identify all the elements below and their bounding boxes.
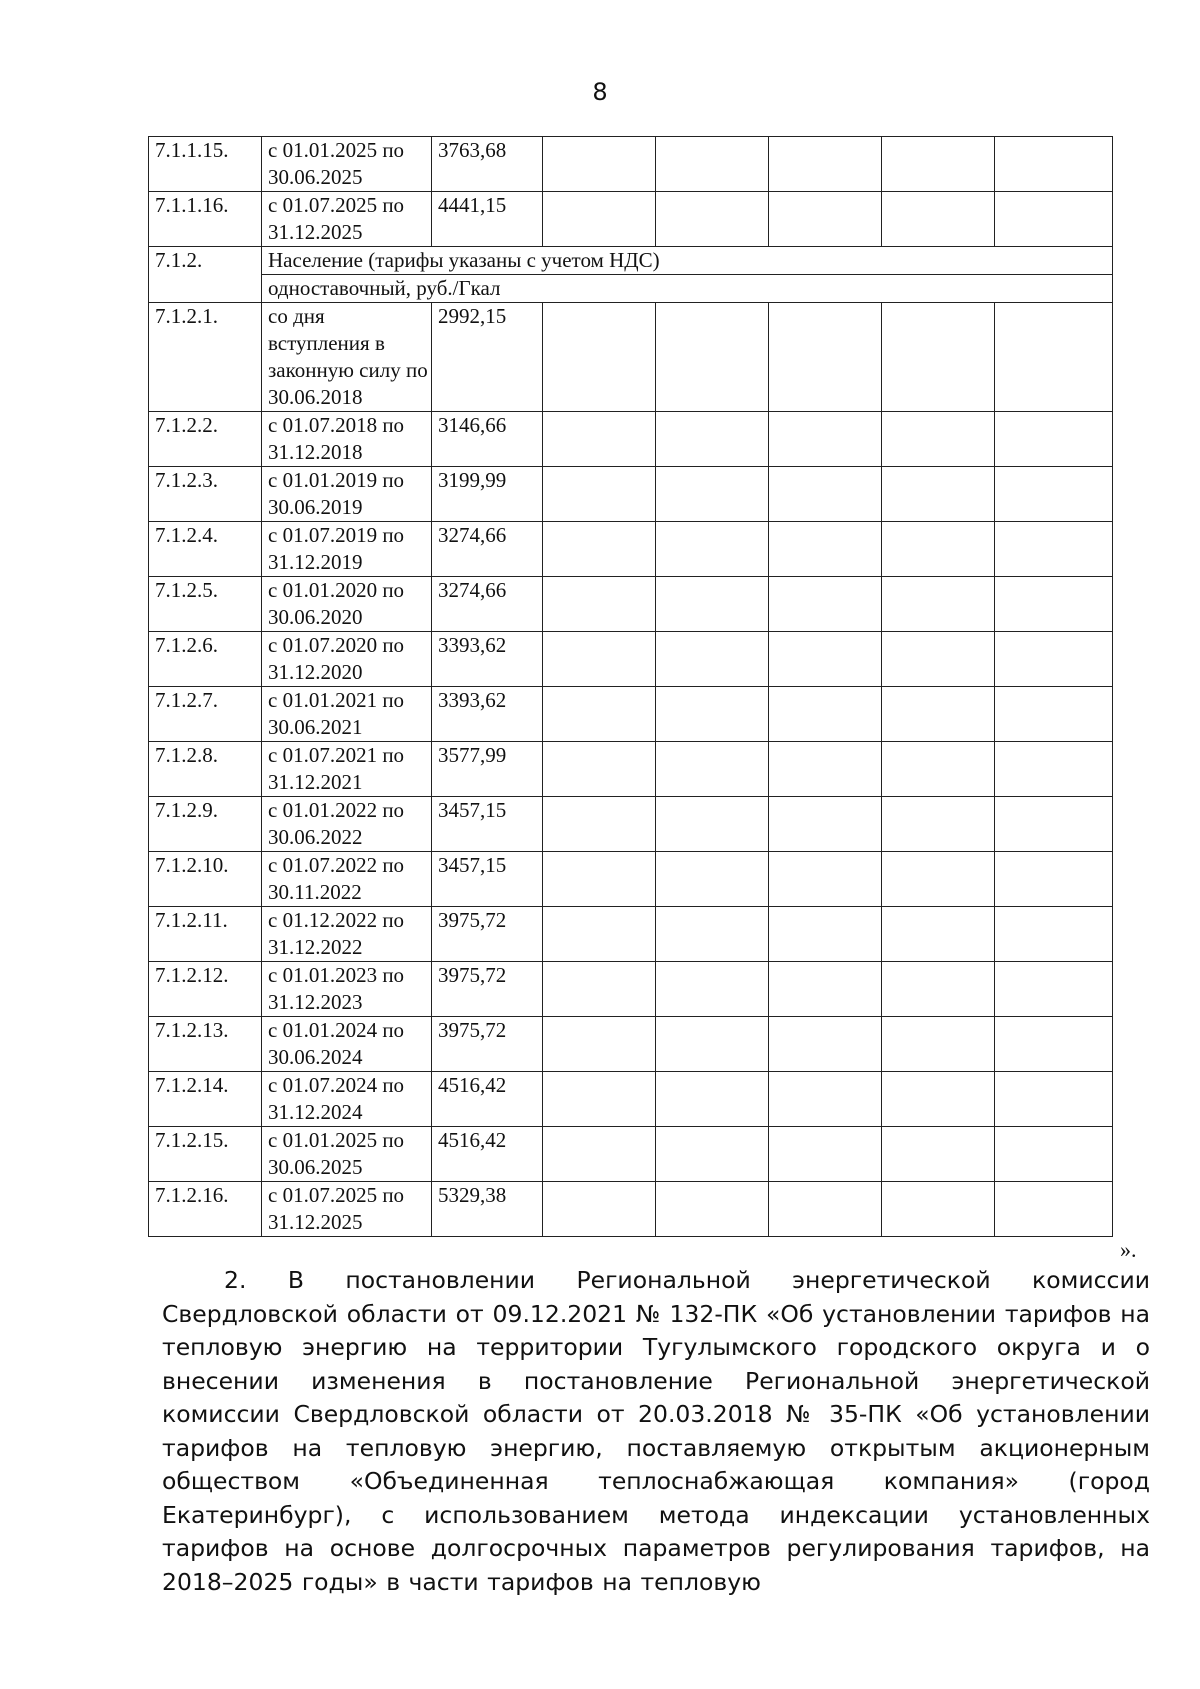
empty-cell xyxy=(769,742,882,797)
empty-cell xyxy=(995,797,1113,852)
row-number: 7.1.1.16. xyxy=(149,192,262,247)
row-number: 7.1.2.7. xyxy=(149,687,262,742)
empty-cell xyxy=(995,687,1113,742)
empty-cell xyxy=(882,632,995,687)
empty-cell xyxy=(995,1017,1113,1072)
table-row xyxy=(149,1072,1113,1127)
empty-cell xyxy=(543,577,656,632)
empty-cell xyxy=(882,1072,995,1127)
empty-cell xyxy=(656,797,769,852)
empty-cell xyxy=(656,192,769,247)
empty-cell xyxy=(656,687,769,742)
empty-cell xyxy=(543,303,656,412)
empty-cell xyxy=(656,412,769,467)
row-number: 7.1.2.12. xyxy=(149,962,262,1017)
row-period: с 01.01.2023 по 31.12.2023 xyxy=(262,962,432,1017)
table-row xyxy=(149,962,1113,1017)
empty-cell xyxy=(995,192,1113,247)
empty-cell xyxy=(882,687,995,742)
empty-cell xyxy=(882,303,995,412)
empty-cell xyxy=(543,137,656,192)
empty-cell xyxy=(882,962,995,1017)
empty-cell xyxy=(995,522,1113,577)
row-number: 7.1.2.11. xyxy=(149,907,262,962)
empty-cell xyxy=(656,1072,769,1127)
empty-cell xyxy=(769,632,882,687)
table-row xyxy=(149,632,1113,687)
row-period: с 01.07.2024 по 31.12.2024 xyxy=(262,1072,432,1127)
row-period: с 01.01.2020 по 30.06.2020 xyxy=(262,577,432,632)
table-row xyxy=(149,303,1113,412)
empty-cell xyxy=(543,687,656,742)
empty-cell xyxy=(543,962,656,1017)
empty-cell xyxy=(995,852,1113,907)
empty-cell xyxy=(995,303,1113,412)
row-period: с 01.01.2022 по 30.06.2022 xyxy=(262,797,432,852)
row-number: 7.1.2.14. xyxy=(149,1072,262,1127)
empty-cell xyxy=(543,467,656,522)
row-value: 4516,42 xyxy=(432,1072,543,1127)
row-number: 7.1.2.3. xyxy=(149,467,262,522)
empty-cell xyxy=(656,1182,769,1237)
empty-cell xyxy=(882,192,995,247)
empty-cell xyxy=(995,467,1113,522)
empty-cell xyxy=(995,1072,1113,1127)
table-row xyxy=(149,742,1113,797)
empty-cell xyxy=(769,797,882,852)
row-value: 3975,72 xyxy=(432,907,543,962)
empty-cell xyxy=(995,137,1113,192)
tariff-table xyxy=(148,136,1113,1237)
empty-cell xyxy=(995,962,1113,1017)
empty-cell xyxy=(882,742,995,797)
empty-cell xyxy=(995,1127,1113,1182)
empty-cell xyxy=(543,412,656,467)
empty-cell xyxy=(769,192,882,247)
section-title: Население (тарифы указаны с учетом НДС) xyxy=(262,247,1113,275)
empty-cell xyxy=(656,1017,769,1072)
empty-cell xyxy=(995,742,1113,797)
table-row xyxy=(149,687,1113,742)
empty-cell xyxy=(543,1127,656,1182)
row-value: 3763,68 xyxy=(432,137,543,192)
row-period: с 01.07.2019 по 31.12.2019 xyxy=(262,522,432,577)
empty-cell xyxy=(769,907,882,962)
empty-cell xyxy=(656,632,769,687)
row-period: с 01.01.2025 по 30.06.2025 xyxy=(262,1127,432,1182)
table-row xyxy=(149,577,1113,632)
empty-cell xyxy=(656,962,769,1017)
table-row xyxy=(149,852,1113,907)
empty-cell xyxy=(543,852,656,907)
closing-quote: ». xyxy=(1120,1237,1137,1262)
row-number: 7.1.2.2. xyxy=(149,412,262,467)
row-value: 4441,15 xyxy=(432,192,543,247)
section-header-row xyxy=(149,247,1113,275)
row-period: с 01.01.2019 по 30.06.2019 xyxy=(262,467,432,522)
table-row xyxy=(149,1182,1113,1237)
body-paragraph: 2. В постановлении Региональной энергетической комиссии Свердловской области от 09.12.2021 № 132-ПК «Об установлении тарифов на тепловую энергию на территории Тугулымского городского округа и о внесении изменения в постановление Региональной энергетической комиссии Свердловской области от 20.03.2018 № 35-ПК «Об установлении тарифов на тепловую энергию, поставляемую открытым акционерным обществом «Объединенная теплоснабжающая компания» (город Екатеринбург), с использованием метода индексации установленных тарифов на основе долгосрочных параметров регулирования тарифов, на 2018–2025 годы» в части тарифов на тепловую xyxy=(162,1266,1150,1596)
row-period: с 01.07.2025 по 31.12.2025 xyxy=(262,1182,432,1237)
empty-cell xyxy=(769,137,882,192)
empty-cell xyxy=(769,1127,882,1182)
row-value: 3457,15 xyxy=(432,852,543,907)
empty-cell xyxy=(656,907,769,962)
empty-cell xyxy=(656,137,769,192)
row-number: 7.1.2.15. xyxy=(149,1127,262,1182)
section-number: 7.1.2. xyxy=(149,247,262,303)
row-number: 7.1.2.10. xyxy=(149,852,262,907)
table-row xyxy=(149,467,1113,522)
empty-cell xyxy=(995,632,1113,687)
empty-cell xyxy=(656,303,769,412)
empty-cell xyxy=(543,522,656,577)
empty-cell xyxy=(769,577,882,632)
table-row xyxy=(149,192,1113,247)
row-period: с 01.07.2025 по 31.12.2025 xyxy=(262,192,432,247)
row-number: 7.1.2.16. xyxy=(149,1182,262,1237)
row-value: 2992,15 xyxy=(432,303,543,412)
empty-cell xyxy=(882,137,995,192)
row-period: с 01.07.2018 по 31.12.2018 xyxy=(262,412,432,467)
table-row xyxy=(149,137,1113,192)
row-number: 7.1.2.1. xyxy=(149,303,262,412)
empty-cell xyxy=(769,1182,882,1237)
row-value: 3199,99 xyxy=(432,467,543,522)
empty-cell xyxy=(769,522,882,577)
empty-cell xyxy=(543,632,656,687)
empty-cell xyxy=(882,1182,995,1237)
page-number: 8 xyxy=(592,78,608,106)
empty-cell xyxy=(769,1017,882,1072)
tariff-table-body xyxy=(149,137,1113,1237)
empty-cell xyxy=(769,687,882,742)
empty-cell xyxy=(543,907,656,962)
empty-cell xyxy=(769,303,882,412)
row-value: 3975,72 xyxy=(432,1017,543,1072)
empty-cell xyxy=(543,192,656,247)
row-period: с 01.01.2024 по 30.06.2024 xyxy=(262,1017,432,1072)
empty-cell xyxy=(769,962,882,1017)
row-value: 3274,66 xyxy=(432,522,543,577)
empty-cell xyxy=(882,577,995,632)
empty-cell xyxy=(882,522,995,577)
empty-cell xyxy=(882,1127,995,1182)
section-subheader-row xyxy=(149,275,1113,303)
row-number: 7.1.2.9. xyxy=(149,797,262,852)
table-row xyxy=(149,1127,1113,1182)
empty-cell xyxy=(543,1182,656,1237)
empty-cell xyxy=(656,522,769,577)
table-row xyxy=(149,797,1113,852)
empty-cell xyxy=(769,1072,882,1127)
empty-cell xyxy=(995,907,1113,962)
row-value: 3577,99 xyxy=(432,742,543,797)
table-row xyxy=(149,522,1113,577)
row-number: 7.1.2.4. xyxy=(149,522,262,577)
empty-cell xyxy=(543,797,656,852)
empty-cell xyxy=(995,577,1113,632)
empty-cell xyxy=(882,467,995,522)
row-value: 3393,62 xyxy=(432,687,543,742)
table-row xyxy=(149,1017,1113,1072)
row-value: 3274,66 xyxy=(432,577,543,632)
row-value: 3146,66 xyxy=(432,412,543,467)
row-value: 3393,62 xyxy=(432,632,543,687)
empty-cell xyxy=(543,742,656,797)
empty-cell xyxy=(882,1017,995,1072)
row-number: 7.1.2.13. xyxy=(149,1017,262,1072)
empty-cell xyxy=(769,412,882,467)
empty-cell xyxy=(995,412,1113,467)
row-period: с 01.01.2025 по 30.06.2025 xyxy=(262,137,432,192)
row-number: 7.1.1.15. xyxy=(149,137,262,192)
row-number: 7.1.2.6. xyxy=(149,632,262,687)
row-period: с 01.07.2021 по 31.12.2021 xyxy=(262,742,432,797)
row-number: 7.1.2.8. xyxy=(149,742,262,797)
empty-cell xyxy=(656,467,769,522)
empty-cell xyxy=(882,412,995,467)
empty-cell xyxy=(882,907,995,962)
empty-cell xyxy=(656,742,769,797)
row-period: с 01.07.2020 по 31.12.2020 xyxy=(262,632,432,687)
empty-cell xyxy=(543,1072,656,1127)
section-subtitle: одноставочный, руб./Гкал xyxy=(262,275,1113,303)
row-number: 7.1.2.5. xyxy=(149,577,262,632)
row-period: с 01.07.2022 по 30.11.2022 xyxy=(262,852,432,907)
row-period: с 01.01.2021 по 30.06.2021 xyxy=(262,687,432,742)
empty-cell xyxy=(995,1182,1113,1237)
row-value: 3457,15 xyxy=(432,797,543,852)
row-value: 4516,42 xyxy=(432,1127,543,1182)
empty-cell xyxy=(656,1127,769,1182)
table-row xyxy=(149,412,1113,467)
row-value: 5329,38 xyxy=(432,1182,543,1237)
empty-cell xyxy=(656,577,769,632)
row-period: со дня вступления в законную силу по 30.06.2018 xyxy=(262,303,432,412)
empty-cell xyxy=(769,852,882,907)
empty-cell xyxy=(882,852,995,907)
empty-cell xyxy=(769,467,882,522)
empty-cell xyxy=(656,852,769,907)
empty-cell xyxy=(882,797,995,852)
table-row xyxy=(149,907,1113,962)
row-value: 3975,72 xyxy=(432,962,543,1017)
empty-cell xyxy=(543,1017,656,1072)
row-period: с 01.12.2022 по 31.12.2022 xyxy=(262,907,432,962)
